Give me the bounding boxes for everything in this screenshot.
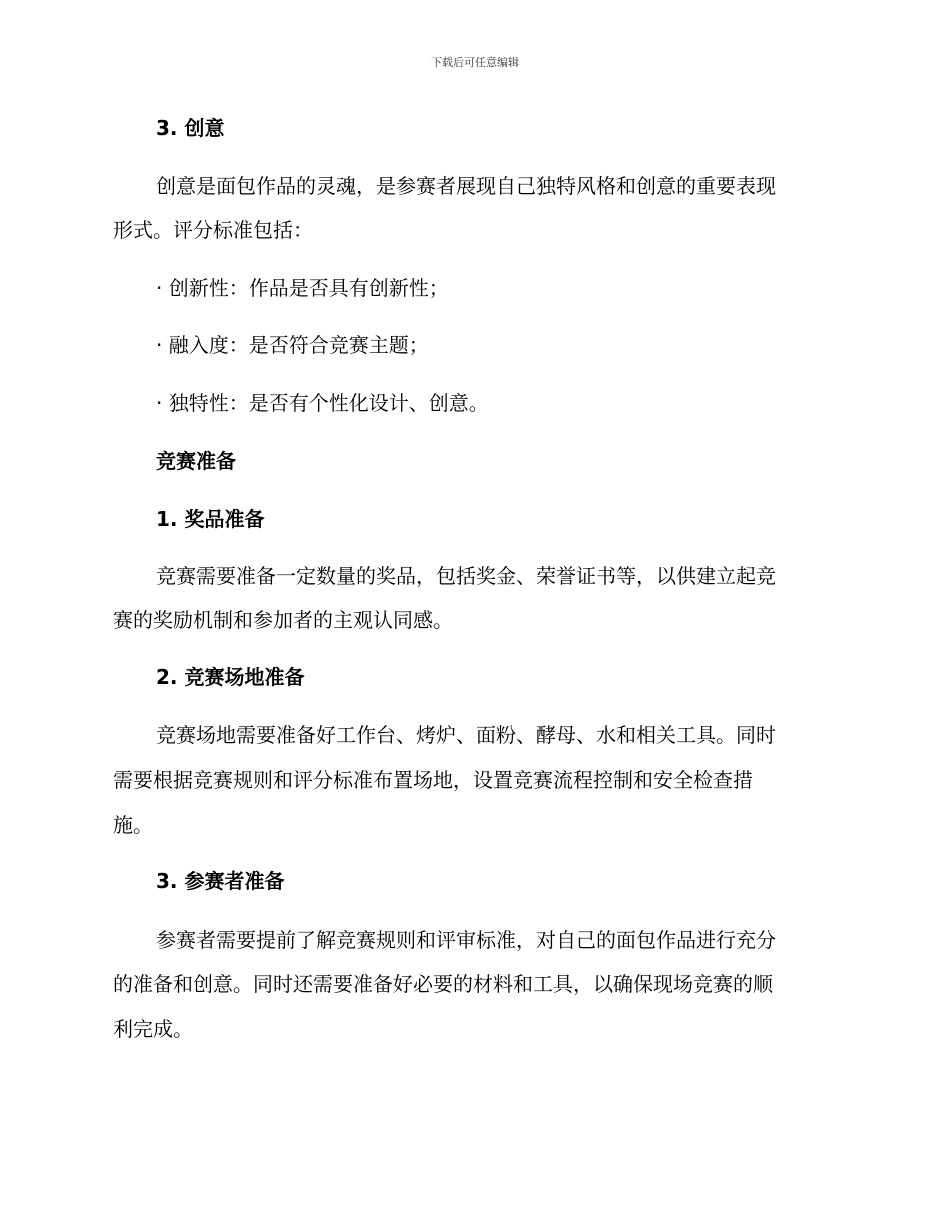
paragraph-line: 竞赛需要准备一定数量的奖品，包括奖金、荣誉证书等，以供建立起竞	[156, 564, 776, 588]
paragraph-line: 施。	[113, 813, 153, 837]
subheading-prizes: 1. 奖品准备	[156, 507, 265, 531]
bullet-item-integration: · 融入度：是否符合竞赛主题；	[156, 333, 429, 357]
paragraph-line: 利完成。	[113, 1017, 193, 1041]
section-heading-creativity: 3. 创意	[156, 116, 225, 140]
paragraph-line: 形式。评分标准包括：	[113, 218, 313, 242]
bullet-item-innovation: · 创新性：作品是否具有创新性；	[156, 276, 449, 300]
subheading-participants: 3. 参赛者准备	[156, 869, 285, 893]
paragraph-line: 的准备和创意。同时还需要准备好必要的材料和工具，以确保现场竞赛的顺	[113, 972, 773, 996]
paragraph-line: 赛的奖励机制和参加者的主观认同感。	[113, 608, 453, 632]
paragraph-line: 需要根据竞赛规则和评分标准布置场地，设置竞赛流程控制和安全检查措	[113, 768, 753, 792]
page-header-note: 下载后可任意编辑	[431, 56, 519, 69]
section-heading-preparation: 竞赛准备	[156, 449, 236, 473]
subheading-venue: 2. 竞赛场地准备	[156, 665, 305, 689]
bullet-item-uniqueness: · 独特性：是否有个性化设计、创意。	[156, 391, 489, 415]
paragraph-line: 参赛者需要提前了解竞赛规则和评审标准，对自己的面包作品进行充分	[156, 928, 776, 952]
paragraph-line: 竞赛场地需要准备好工作台、烤炉、面粉、酵母、水和相关工具。同时	[156, 723, 776, 747]
paragraph-line: 创意是面包作品的灵魂，是参赛者展现自己独特风格和创意的重要表现	[156, 174, 776, 198]
